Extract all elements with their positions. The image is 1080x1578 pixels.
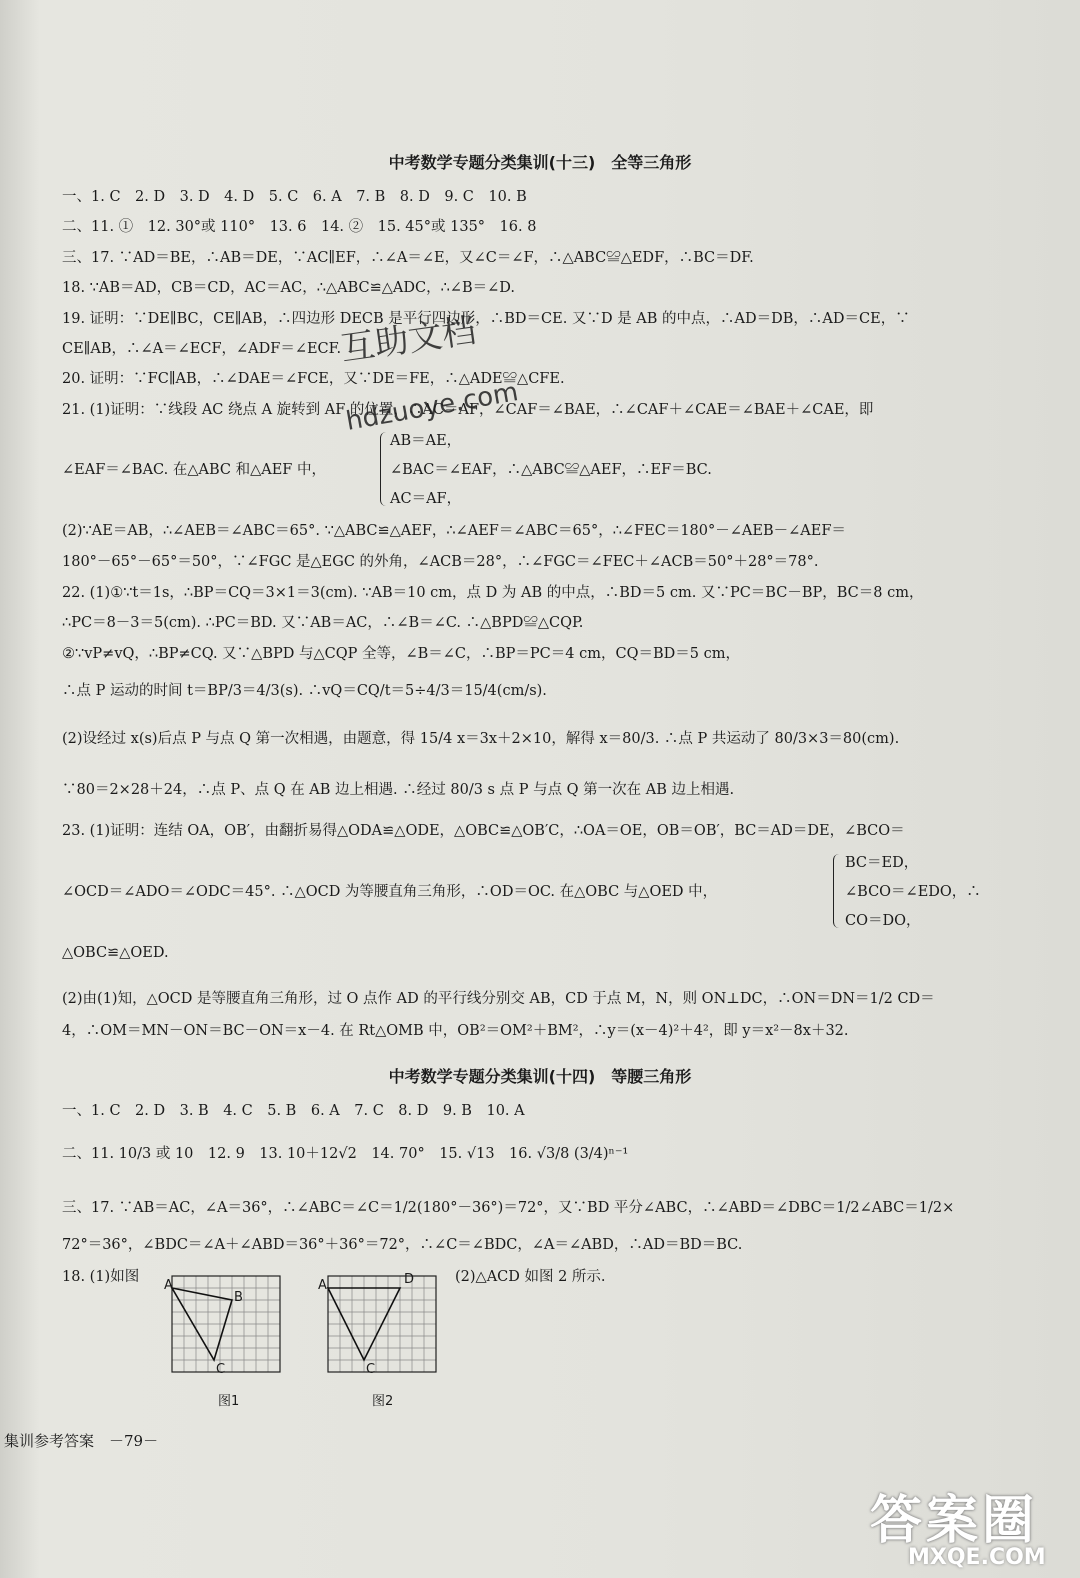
watermark-url: hdzuoye.com [343,377,521,437]
figure-1 [162,1268,302,1388]
s14-line-5: 18. (1)如图 [62,1269,140,1285]
s13-line-21: (2)由(1)知，△OCD 是等腰直角三角形，过 O 点作 AD 的平行线分别交 AB，CD 于点 M，N，则 ON⊥DC，∴ON＝DN＝1/2 CD＝ [62,991,935,1007]
s13-brace-3: AC＝AF， [390,491,462,507]
page-footer: 集训参考答案 －79－ [4,1432,159,1450]
fig1-label-c: C [216,1362,226,1377]
s13-line-14: ②∵vP≠vQ，∴BP≠CQ. 又∵△BPD 与△CQP 全等，∠B＝∠C，∴BP＝PC＝4 cm，CQ＝BD＝5 cm， [62,646,740,662]
s13-line-11: 180°－65°－65°＝50°，∵∠FGC 是△EGC 的外角，∠ACB＝28°，∴∠FGC＝∠FEC＋∠ACB＝50°＋28°＝78°. [62,554,819,570]
fig2-caption: 图2 [372,1394,394,1409]
s13-line-3: 三、17. ∵AD＝BE，∴AB＝DE，∵AC∥EF，∴∠A＝∠E，又∠C＝∠F，∴△ABC≌△EDF，∴BC＝DF. [62,250,754,266]
s14-line-4: 72°＝36°，∠BDC＝∠A＋∠ABD＝36°＋36°＝72°，∴∠C＝∠BDC，∠A＝∠ABD，∴AD＝BD＝BC. [62,1237,743,1253]
fig1-grid [172,1276,280,1372]
section-13-title: 中考数学专题分类集训(十三) 全等三角形 [388,153,692,172]
fig2-label-a: A [318,1278,327,1293]
fig2-label-c: C [366,1362,376,1377]
s13-line-10: (2)∵AE＝AB，∴∠AEB＝∠ABC＝65°. ∵△ABC≌△AEF，∴∠AEF＝∠ABC＝65°，∴∠FEC＝180°－∠AEB－∠AEF＝ [62,523,846,539]
s13-line-12: 22. (1)①∵t＝1s，∴BP＝CQ＝3×1＝3(cm). ∵AB＝10 cm，点 D 为 AB 的中点，∴BD＝5 cm. 又∵PC＝BC－BP，BC＝8 cm， [62,585,924,601]
s13-line-9: ∠EAF＝∠BAC. 在△ABC 和△AEF 中， [62,462,326,478]
s13-line-8: 21. (1)证明：∵线段 AC 绕点 A 旋转到 AF 的位置，∴AC＝AF，∠CAF＝∠BAE，∴∠CAF＋∠CAE＝∠BAE＋∠CAE，即 [62,402,874,418]
s13-line-4: 18. ∵AB＝AD，CB＝CD，AC＝AC，∴△ABC≌△ADC，∴∠B＝∠D. [62,280,515,296]
system-brace-2 [833,854,842,928]
s13-line-22: 4，∴OM＝MN－ON＝BC－ON＝x－4. 在 Rt△OMB 中，OB²＝OM²＋BM²，∴y＝(x－4)²＋4²，即 y＝x²－8x＋32. [62,1023,849,1039]
corner-url: MXQE.COM [908,1545,1046,1570]
s13-line-5: 19. 证明：∵DE∥BC，CE∥AB，∴四边形 DECB 是平行四边形，∴BD＝CE. 又∵D 是 AB 的中点，∴AD＝DB，∴AD＝CE，∵ [62,311,910,327]
fig1-label-a: A [164,1278,173,1293]
corner-logo: 答案圈 [870,1491,1039,1551]
s14-line-6: (2)△ACD 如图 2 所示. [455,1269,606,1285]
s14-line-3: 三、17. ∵AB＝AC，∠A＝36°，∴∠ABC＝∠C＝1/2(180°－36°)＝72°，又∵BD 平分∠ABC，∴∠ABD＝∠DBC＝1/2∠ABC＝1/2× [62,1200,955,1216]
figure-2 [318,1268,458,1388]
s13-line-2: 二、11. ① 12. 30°或 110° 13. 6 14. ② 15. 45°或 135° 16. 8 [62,219,537,235]
s13-line-17: ∵80＝2×28＋24，∴点 P、点 Q 在 AB 边上相遇. ∴经过 80/3 s 点 P 与点 Q 第一次在 AB 边上相遇. [62,782,735,798]
system-brace [380,432,389,506]
s13-brace-1: AB＝AE， [390,433,462,449]
s13-brace2-1: BC＝ED， [845,855,919,871]
s14-line-1: 一、1. C 2. D 3. B 4. C 5. B 6. A 7. C 8. D 9. B 10. A [62,1103,525,1119]
fig1-label-b: B [234,1290,243,1305]
s13-line-20: △OBC≌△OED. [62,945,169,961]
s13-brace2-3: CO＝DO， [845,913,921,929]
s13-brace2-2: ∠BCO＝∠EDO，∴ [845,884,981,900]
s13-line-19: ∠OCD＝∠ADO＝∠ODC＝45°. ∴△OCD 为等腰直角三角形，∴OD＝OC. 在△OBC 与△OED 中， [62,884,718,900]
section-14-title: 中考数学专题分类集训(十四) 等腰三角形 [388,1067,692,1086]
fig1-caption: 图1 [218,1394,240,1409]
s13-line-16: (2)设经过 x(s)后点 P 与点 Q 第一次相遇，由题意，得 15/4 x＝3x＋2×10，解得 x＝80/3. ∴点 P 共运动了 80/3×3＝80(cm). [62,731,900,747]
s13-line-1: 一、1. C 2. D 3. D 4. D 5. C 6. A 7. B 8. D 9. C 10. B [62,189,527,205]
s13-brace-2: ∠BAC＝∠EAF，∴△ABC≌△AEF，∴EF＝BC. [390,462,712,478]
s13-line-7: 20. 证明：∵FC∥AB，∴∠DAE＝∠FCE，又∵DE＝FE，∴△ADE≌△CFE. [62,371,565,387]
s14-line-2: 二、11. 10/3 或 10 12. 9 13. 10＋12√2 14. 70° 15. √13 16. √3/8 (3/4)ⁿ⁻¹ [62,1146,629,1162]
s13-line-15: ∴点 P 运动的时间 t＝BP/3＝4/3(s). ∴vQ＝CQ/t＝5÷4/3＝15/4(cm/s). [62,683,547,699]
s13-line-13: ∴PC＝8－3＝5(cm). ∴PC＝BD. 又∵AB＝AC，∴∠B＝∠C. ∴△BPD≌△CQP. [62,615,584,631]
s13-line-18: 23. (1)证明：连结 OA，OB′，由翻折易得△ODA≌△ODE，△OBC≌△OB′C，∴OA＝OE，OB＝OB′，BC＝AD＝DE，∠BCO＝ [62,823,905,839]
watermark-handwritten: 互助文档 [338,310,479,370]
s13-line-6: CE∥AB，∴∠A＝∠ECF，∠ADF＝∠ECF. [62,341,342,357]
fig2-label-d: D [404,1272,415,1287]
